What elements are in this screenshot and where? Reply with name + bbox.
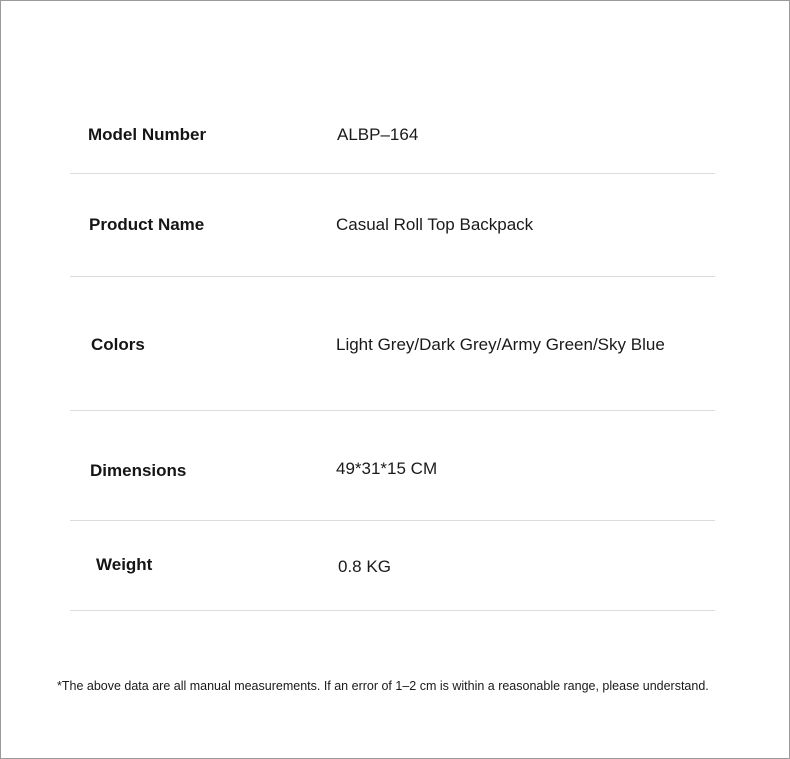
- spec-table: [70, 96, 715, 611]
- spec-value: Light Grey/Dark Grey/Army Green/Sky Blue: [336, 335, 665, 354]
- spec-label: Dimensions: [90, 461, 187, 480]
- spec-value: Casual Roll Top Backpack: [336, 215, 534, 234]
- spec-row-product-name: [70, 174, 715, 277]
- spec-label: Model Number: [88, 125, 207, 144]
- spec-row-weight: [70, 521, 715, 611]
- spec-label: Product Name: [89, 215, 205, 234]
- measurement-footnote: *The above data are all manual measurements. If an error of 1–2 cm is within a reasonable range, please understand.: [57, 679, 709, 693]
- spec-label: Colors: [91, 335, 145, 354]
- spec-value: ALBP–164: [337, 125, 419, 144]
- spec-label: Weight: [96, 555, 153, 574]
- spec-value: 0.8 KG: [338, 557, 391, 576]
- spec-row-model-number: [70, 96, 715, 174]
- spec-row-dimensions: [70, 411, 715, 521]
- spec-value: 49*31*15 CM: [336, 459, 438, 478]
- spec-row-colors: [70, 277, 715, 411]
